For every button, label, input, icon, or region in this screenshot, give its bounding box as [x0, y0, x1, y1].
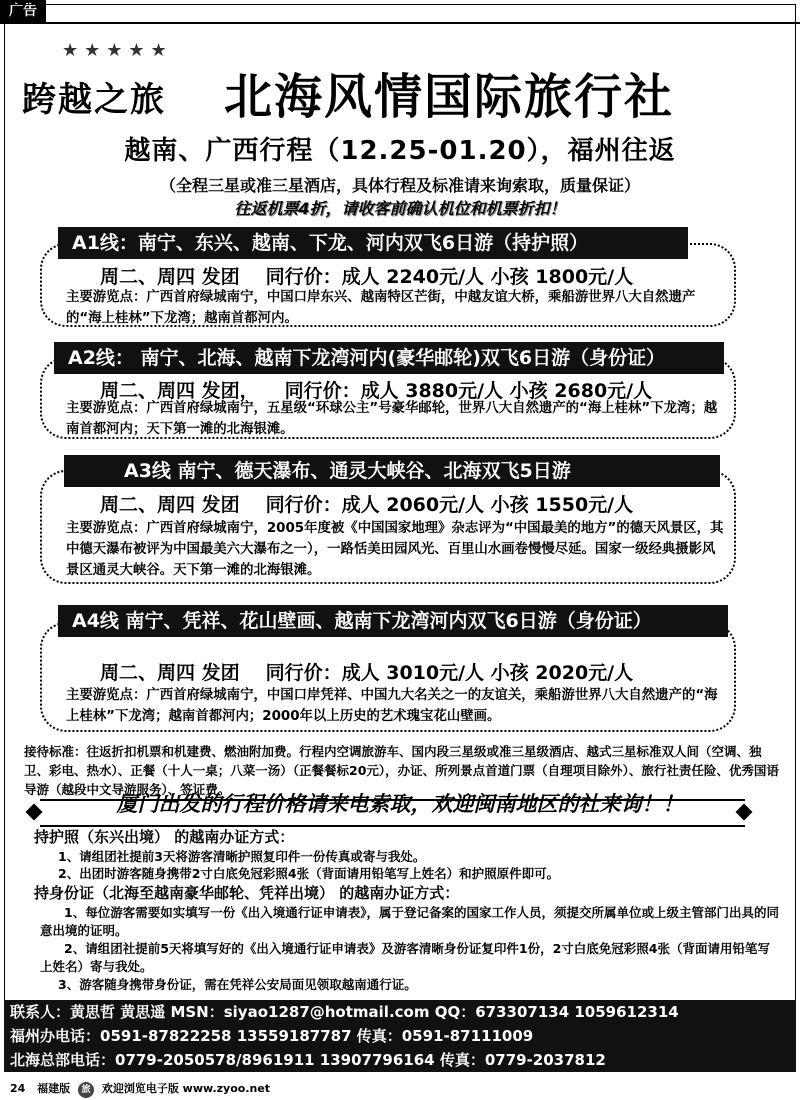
line-desc-a4: 主要游览点：广西首府绿城南宁，中国口岸凭祥、中国九大名关之一的友谊关，乘船游世界八大自然遗产的“海上桂林”下龙湾；越南首都河内；2000年以上历史的艺术瑰宝花山壁画。	[66, 688, 718, 724]
passport-proc-heading: 持护照（东兴出境） 的越南办证方式：	[34, 828, 295, 846]
departure-text: 周二、周四 发团，	[100, 380, 259, 402]
service-standard-notes: 接待标准：往返折扣机票和机建费、燃油附加费。行程内空调旅游车、国内段三星级或准三星级酒店、越式三星标准双人间（空调、独卫、彩电、热水）、正餐（十人一桌；八菜一汤）（正餐餐标20元），办证、所列景点首道门票（自理项目除外）、旅行社责任险、优秀国语导游（越段中文导游服务）、签证费。	[24, 744, 779, 797]
departure-text: 周二、周四 发团	[100, 662, 240, 684]
price-text: 同行价：成人 3010元/人 小孩 2020元/人	[265, 662, 634, 684]
id-proc-item: 1、每位游客需要如实填写一份《出入境通行证申请表》，属于登记备案的国家工作人员，须提交所属单位或上级主管部门出具的同意出境的证明。	[40, 905, 779, 938]
magazine-badge-icon: 旅	[78, 1082, 94, 1098]
logo-text: 跨越之旅	[22, 80, 166, 120]
route-subtitle: （全程三星或准三星酒店，具体行程及标准请来询索取，质量保证）	[159, 176, 640, 195]
departure-text: 周二、周四 发团	[100, 266, 240, 288]
price-text: 同行价：成人 2240元/人 小孩 1800元/人	[265, 266, 634, 288]
logo-stars-icon: ★★★★★	[62, 40, 173, 61]
id-proc-item: 2、请组团社提前5天将填写好的《出入境通行证申请表》及游客清晰身份证复印件1份，2寸白底免冠彩照4张（背面请用铅笔写上姓名）寄与我处。	[40, 941, 770, 974]
route-title: 越南、广西行程（12.25-01.20），福州往返	[124, 136, 676, 166]
passport-proc-item: 2、出团时游客随身携带2寸白底免冠彩照4张（背面请用铅笔写上姓名）和护照原件即可。	[58, 866, 560, 881]
line-desc-a2: 主要游览点：广西首府绿城南宁，五星级“环球公主”号豪华邮轮，世界八大自然遗产的“海上桂林”下龙湾；越南首都河内；天下第一滩的北海银滩。	[66, 401, 718, 437]
line-departure-a1	[100, 262, 659, 289]
company-name: 北海风情国际旅行社	[224, 69, 675, 125]
id-proc-item: 3、游客随身携带身份证，需在凭祥公安局面见领取越南通行证。	[58, 977, 417, 992]
beihai-hq-row: 北海总部电话：0779-2050578/8961911 13907796164 传真：0779-2037812	[4, 1048, 796, 1072]
contact-person-row: 联系人：黄思哲 黄思遥 MSN：siyao1287@hotmail.com QQ：673307134 1059612314	[4, 1000, 796, 1024]
logo	[22, 40, 202, 120]
departure-text: 周二、周四 发团	[100, 494, 240, 516]
passport-proc-item: 1、请组团社提前3天将游客清晰护照复印件一份传真或寄与我处。	[58, 849, 426, 864]
ad-tag: 广告	[0, 0, 46, 22]
price-text: 同行价：成人 2060元/人 小孩 1550元/人	[265, 494, 634, 516]
promo-text: 往返机票4折，请收客前确认机位和机票折扣！	[234, 199, 566, 218]
line-departure-a3	[100, 490, 659, 517]
line-title-a4: A4线 南宁、凭祥、花山壁画、越南下龙湾河内双飞6日游（身份证）	[58, 605, 728, 637]
fuzhou-office-row: 福州办电话：0591-87822258 13559187787 传真：0591-87111009	[4, 1024, 796, 1048]
line-title-a1: A1线：南宁、东兴、越南、下龙、河内双飞6日游（持护照）	[58, 227, 688, 259]
xiamen-banner: 厦门出发的行程价格请来电索取，欢迎闽南地区的社来询！！	[116, 792, 684, 816]
page-number: 24	[10, 1082, 26, 1095]
line-desc-a3: 主要游览点：广西首府绿城南宁，2005年度被《中国国家地理》杂志评为“中国最美的地方”的德天风景区，其中德天瀑布被评为中国最美六大瀑布之一），一路恬美田园风光、百里山水画卷慢慢尽延。国家一级经典摄影风景区通灵大峡谷。天下第一滩的北海银滩。	[66, 521, 724, 578]
price-text: 同行价：成人 3880元/人 小孩 2680元/人	[284, 380, 653, 402]
line-title-a3: A3线 南宁、德天瀑布、通灵大峡谷、北海双飞5日游	[64, 455, 720, 487]
footer-link-text[interactable]: 欢迎浏览电子版 www.zyoo.net	[101, 1082, 271, 1095]
page-footer	[10, 1080, 270, 1098]
line-desc-a1: 主要游览点：广西首府绿城南宁，中国口岸东兴、越南特区芒街，中越友谊大桥，乘船游世界八大自然遗产的“海上桂林”下龙湾；越南首都河内。	[66, 290, 696, 326]
edition-label: 福建版	[37, 1082, 71, 1095]
line-departure-a4	[100, 658, 659, 685]
line-title-a2: A2线： 南宁、北海、越南下龙湾河内(豪华邮轮)双飞6日游（身份证）	[54, 342, 724, 374]
id-proc-heading: 持身份证（北海至越南豪华邮轮、凭祥出境） 的越南办证方式：	[34, 884, 460, 902]
